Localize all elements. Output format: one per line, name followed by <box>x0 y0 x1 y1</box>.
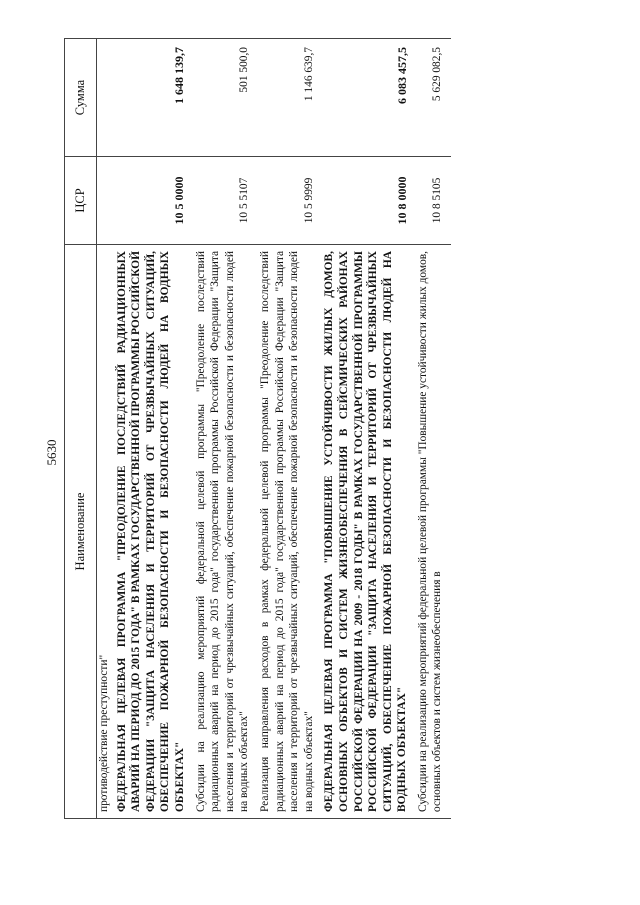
header-code: ЦСР <box>65 157 97 245</box>
row-sum: 5 629 082,5 <box>416 39 451 157</box>
row-sum: 1 648 139,7 <box>115 39 194 157</box>
header-name: Наименование <box>65 245 97 819</box>
row-name: противодействие преступности" <box>97 245 115 819</box>
row-name: Реализация направления расходов в рамках федеральной целевой программы "Преодоление последствий радиационных аварий на период до 2015 года" государственной программы Российской Федерации "Защита населения и территорий от чрезвычайных ситуаций, обеспечение пожарной безопасности и безопасности людей на водных объектах" <box>258 245 322 819</box>
row-name: Субсидии на реализацию мероприятий федеральной целевой программы "Преодоление последствий радиационных аварий на период до 2015 года" государственной программы Российской Федерации "Защита населения и территорий от чрезвычайных ситуаций, обеспечение пожарной безопасности и безопасности людей на водных объектах" <box>194 245 258 819</box>
row-code: 10 8 0000 <box>322 157 416 245</box>
row-sum: 6 083 457,5 <box>322 39 416 157</box>
budget-table <box>64 38 451 819</box>
row-sum: 1 146 639,7 <box>258 39 322 157</box>
table-row <box>322 39 416 819</box>
table-row <box>194 39 258 819</box>
page-number: 5630 <box>44 439 59 466</box>
row-code <box>97 157 115 245</box>
row-code: 10 8 5105 <box>416 157 451 245</box>
row-code: 10 5 0000 <box>115 157 194 245</box>
row-name: Субсидии на реализацию мероприятий федеральной целевой программы "Повышение устойчивости жилых домов, основных объектов и систем жизнеобеспечения в <box>416 245 451 819</box>
table-row <box>97 39 115 819</box>
row-name: ФЕДЕРАЛЬНАЯ ЦЕЛЕВАЯ ПРОГРАММА "ПРЕОДОЛЕНИЕ ПОСЛЕДСТВИЙ РАДИАЦИОННЫХ АВАРИЙ НА ПЕРИОД ДО 2015 ГОДА" В РАМКАХ ГОСУДАРСТВЕННОЙ ПРОГРАММЫ РОССИЙСКОЙ ФЕДЕРАЦИИ "ЗАЩИТА НАСЕЛЕНИЯ И ТЕРРИТОРИЙ ОТ ЧРЕЗВЫЧАЙНЫХ СИТУАЦИЙ, ОБЕСПЕЧЕНИЕ ПОЖАРНОЙ БЕЗОПАСНОСТИ И БЕЗОПАСНОСТИ ЛЮДЕЙ НА ВОДНЫХ ОБЪЕКТАХ" <box>115 245 194 819</box>
row-name: ФЕДЕРАЛЬНАЯ ЦЕЛЕВАЯ ПРОГРАММА "ПОВЫШЕНИЕ УСТОЙЧИВОСТИ ЖИЛЫХ ДОМОВ, ОСНОВНЫХ ОБЪЕКТОВ И СИСТЕМ ЖИЗНЕОБЕСПЕЧЕНИЯ В СЕЙСМИЧЕСКИХ РАЙОНАХ РОССИЙСКОЙ ФЕДЕРАЦИИ НА 2009 - 2018 ГОДЫ" В РАМКАХ ГОСУДАРСТВЕННОЙ ПРОГРАММЫ РОССИЙСКОЙ ФЕДЕРАЦИИ "ЗАЩИТА НАСЕЛЕНИЯ И ТЕРРИТОРИЙ ОТ ЧРЕЗВЫЧАЙНЫХ СИТУАЦИЙ, ОБЕСПЕЧЕНИЕ ПОЖАРНОЙ БЕЗОПАСНОСТИ И БЕЗОПАСНОСТИ ЛЮДЕЙ НА ВОДНЫХ ОБЪЕКТАХ" <box>322 245 416 819</box>
row-code: 10 5 5107 <box>194 157 258 245</box>
table-header-row <box>65 39 97 819</box>
table-row <box>416 39 451 819</box>
row-sum: 501 500,0 <box>194 39 258 157</box>
table-row <box>115 39 194 819</box>
header-sum: Сумма <box>65 39 97 157</box>
row-code: 10 5 9999 <box>258 157 322 245</box>
table-row <box>258 39 322 819</box>
row-sum <box>97 39 115 157</box>
